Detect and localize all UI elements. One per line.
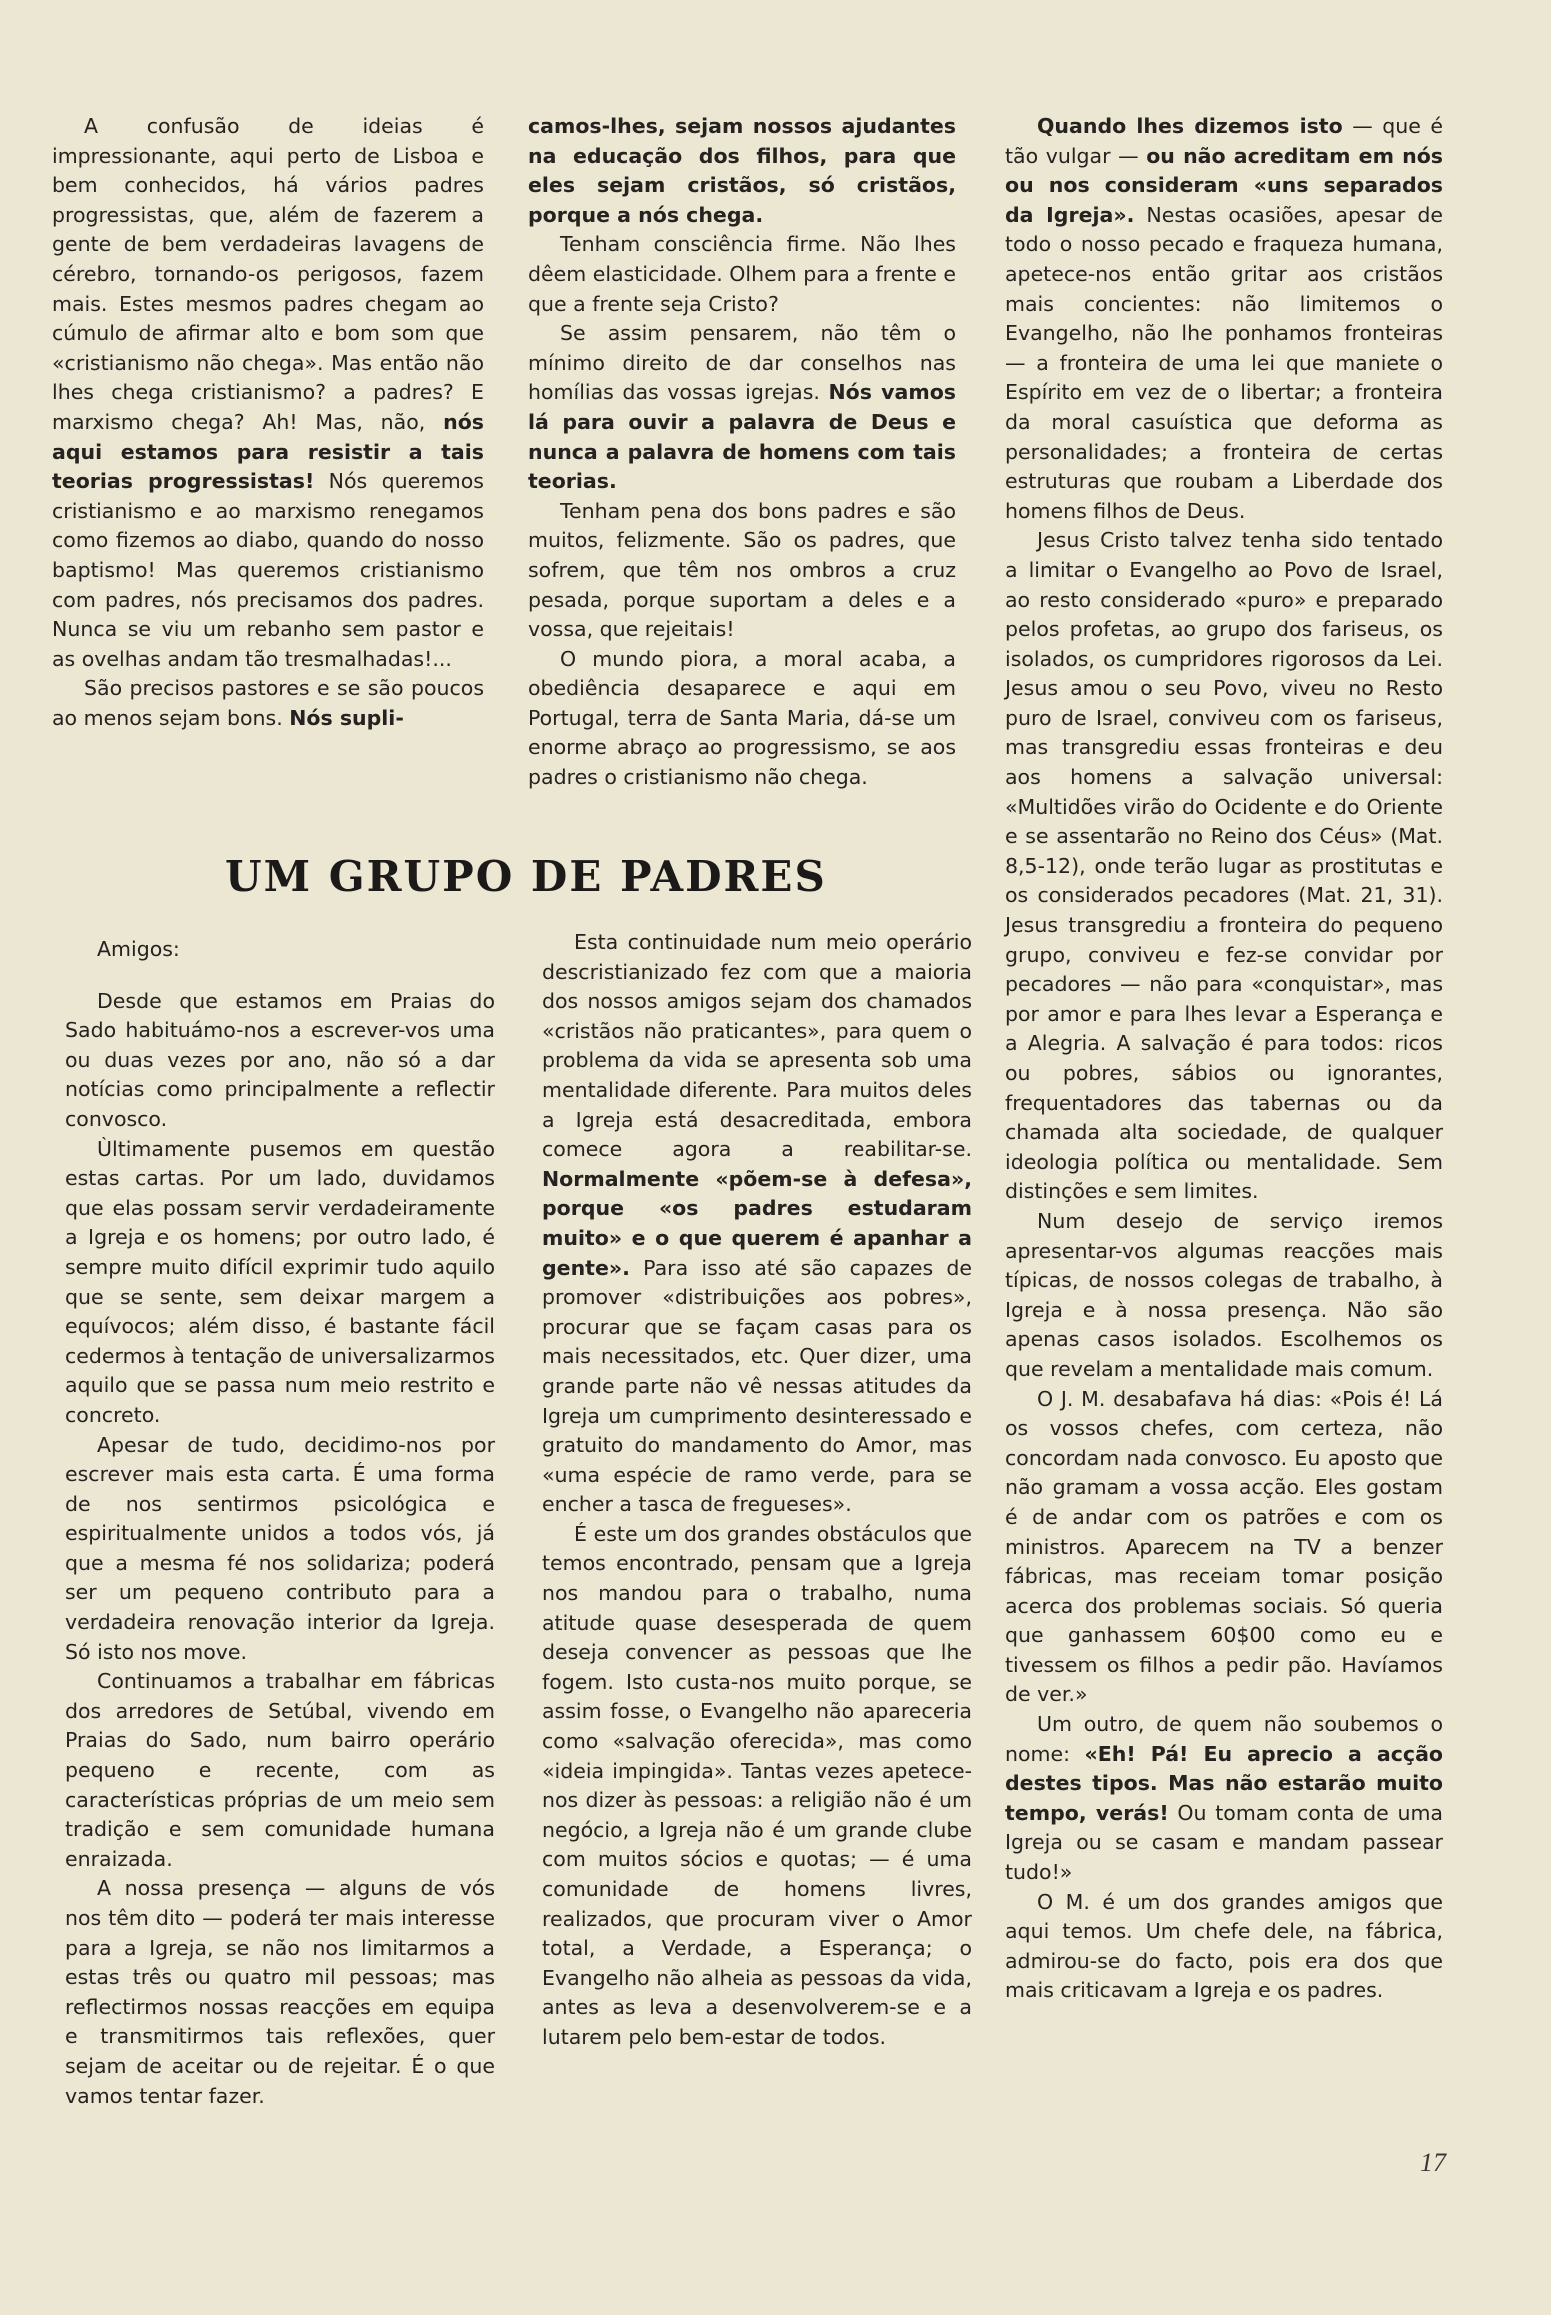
bold-text: «Eh! Pá! Eu aprecio a acção destes tipos. Mas não estarão muito tempo, verás! xyxy=(1005,1741,1443,1825)
bold-text: Nós vamos lá para ouvir a palavra de Deus e nunca a palavra de homens com tais teorias. xyxy=(528,380,956,494)
paragraph xyxy=(65,1135,495,1431)
article-headline: UM GRUPO DE PADRES xyxy=(225,852,827,901)
paragraph xyxy=(65,1667,495,1874)
text-run: Desde que estamos em Praias do Sado habituámo-nos a escrever-vos uma ou duas vezes por ano, não só a dar notícias como principalmente a reflectir convosco. xyxy=(65,988,495,1131)
paragraph xyxy=(528,230,956,319)
page-number: 17 xyxy=(1420,2148,1446,2177)
paragraph xyxy=(528,497,956,645)
text-run: O mundo piora, a moral acaba, a obediência desaparece e aqui em Portugal, terra de Santa Maria, dá-se um enorme abraço ao progressismo, se aos padres o cristianismo não chega. xyxy=(528,646,956,790)
bold-text: Quando lhes dizemos isto xyxy=(1037,114,1343,138)
paragraph xyxy=(65,987,495,1135)
column-top-left xyxy=(52,112,484,733)
text-run: Nestas ocasiões, apesar de todo o nosso pecado e fraqueza humana, apetece-nos então gritar aos cristãos mais concientes: não limitemos o Evangelho, não lhe ponhamos fronteiras — a fronteira de uma lei que maniete o Espírito em vez de o libertar; a fronteira da moral casuística que deforma as personalidades; a fronteira de certas estruturas que roubam a Liberdade dos homens filhos de Deus. xyxy=(1005,202,1443,523)
text-run: — que é tão vulgar — xyxy=(1005,114,1444,168)
text-run: Se assim pensarem, não têm o mínimo direito de dar conselhos nas homílias das vossas igrejas. xyxy=(528,321,956,405)
paragraph xyxy=(1005,526,1443,1207)
text-run: Tenham pena dos bons padres e são muitos, felizmente. São os padres, que sofrem, que têm nos ombros a cruz pesada, porque suportam a deles e a vossa, que rejeitais! xyxy=(528,498,956,642)
text-run: Continuamos a trabalhar em fábricas dos arredores de Setúbal, vivendo em Praias do Sado, num bairro operário pequeno e recente, com as características próprias de um meio sem tradição e sem comunidade humana enraizada. xyxy=(65,1669,495,1871)
bold-text: Nós supli- xyxy=(289,705,404,730)
paragraph xyxy=(52,674,484,733)
paragraph xyxy=(65,1431,495,1668)
paragraph xyxy=(1005,1710,1443,1888)
text-run: A confusão de ideias é impressionante, aqui perto de Lisboa e bem conhecidos, há vários padres progressistas, que, além de fazerem a gente de bem verdadeiras lavagens de cérebro, tornando-os perigosos, fazem mais. Estes mesmos padres chegam ao cúmulo de afirmar alto e bom som que «cristianismo não chega». Mas então não lhes chega cristianismo? a padres? E marxismo chega? Ah! Mas, não, xyxy=(52,114,484,434)
column-bottom-left xyxy=(65,935,495,2111)
bold-text: nós aqui estamos para resistir a tais teorias progressistas! xyxy=(52,409,484,494)
paragraph xyxy=(542,1520,972,2053)
text-run: Jesus Cristo talvez tenha sido tentado a limitar o Evangelho ao Povo de Israel, ao resto considerado «puro» e preparado pelos profetas, ao grupo dos fariseus, os isolados, os cumpridores rigorosos da Lei. Jesus amou o seu Povo, viveu no Resto puro de Israel, conviveu com os fariseus, mas transgrediu essas fronteiras e deu aos homens a salvação universal: «Multidões virão do Ocidente e do Oriente e se assentarão no Reino dos Céus» (Mat. 8,5-12), onde terão lugar as prostitutas e os considerados pecadores (Mat. 21, 31). Jesus transgrediu a fronteira do pequeno grupo, conviveu e fez-se convidar por pecadores — não para «conquistar», mas por amor e para lhes levar a Esperança e a Alegria. A salvação é para todos: ricos ou pobres, sábios ou ignorantes, frequentadores das tabernas ou da chamada alta sociedade, de qualquer ideologia política ou mentalidade. Sem distinções e sem limites. xyxy=(1005,528,1443,1204)
text-run: Um outro, de quem não soubemos o nome: xyxy=(1005,1712,1443,1766)
text-run: O M. é um dos grandes amigos que aqui temos. Um chefe dele, na fábrica, admirou-se do facto, pois era dos que mais criticavam a Igreja e os padres. xyxy=(1005,1889,1443,2003)
text-run: O J. M. desabafava há dias: «Pois é! Lá os vossos chefes, com certeza, não concordam nada convosco. Eu aposto que não gramam a vossa acção. Eles gostam é de andar com os patrões e com os ministros. Aparecem na TV a benzer fábricas, mas receiam tomar posição acerca dos problemas sociais. Só queria que ganhassem 60$00 como eu e tivessem os filhos a pedir pão. Havíamos de ver.» xyxy=(1005,1386,1443,1707)
text-run: Apesar de tudo, decidimo-nos por escrever mais esta carta. É uma forma de nos sentirmos psicológica e espiritualmente unidos a todos vós, já que a mesma fé nos solidariza; poderá ser um pequeno contributo para a verdadeira renovação interior da Igreja. Só isto nos move. xyxy=(65,1432,495,1664)
text-run: A nossa presença — alguns de vós nos têm dito — poderá ter mais interesse para a Igreja, se não nos limitarmos a estas três ou quatro mil pessoas; mas reflectirmos nossas reacções em equipa e transmitirmos tais reflexões, quer sejam de aceitar ou de rejeitar. É o que vamos tentar fazer. xyxy=(65,1876,495,2108)
text-run: Tenham consciência firme. Não lhes dêem elasticidade. Olhem para a frente e que a frente seja Cristo? xyxy=(528,232,956,316)
paragraph xyxy=(1005,112,1443,526)
greeting: Amigos: xyxy=(97,937,180,961)
column-right xyxy=(1005,112,1443,2006)
paragraph xyxy=(65,1874,495,2111)
text-run: Ou tomam conta de uma Igreja ou se casam e mandam passear tudo!» xyxy=(1005,1800,1443,1885)
text-run: Nós queremos cristianismo e ao marxismo renegamos como fizemos ao diabo, quando do nosso baptismo! Mas queremos cristianismo com padres, nós precisamos dos padres. Nunca se viu um rebanho sem pastor e as ovelhas andam tão tresmalhadas!... xyxy=(52,469,484,671)
paragraph xyxy=(542,928,972,1520)
paragraph xyxy=(1005,1385,1443,1711)
paragraph xyxy=(1005,1207,1443,1385)
bold-text: Normalmente «põem-se à defesa», porque «os padres estudaram muito» e o que querem é apanhar a gente». xyxy=(542,1166,972,1280)
paragraph xyxy=(528,112,956,230)
paragraph xyxy=(1005,1888,1443,2006)
paragraph xyxy=(52,112,484,674)
paragraph xyxy=(528,645,956,793)
bold-text: ou não acreditam em nós ou nos consideram «uns separados da Igreja». xyxy=(1005,143,1444,227)
bold-text: camos-lhes, sejam nossos ajudantes na educação dos filhos, para que eles sejam cristãos, só cristãos, porque a nós chega. xyxy=(528,114,956,227)
text-run: Esta continuidade num meio operário descristianizado fez com que a maioria dos nossos amigos sejam dos chamados «cristãos não praticantes», para quem o problema da vida se apresenta sob uma mentalidade diferente. Para muitos deles a Igreja está desacreditada, embora comece agora a reabilitar-se. xyxy=(542,930,972,1162)
column-bottom-middle xyxy=(542,928,972,2053)
text-run: São precisos pastores e se são poucos ao menos sejam bons. xyxy=(52,676,484,730)
column-top-middle xyxy=(528,112,956,793)
text-run: Num desejo de serviço iremos apresentar-vos algumas reacções mais típicas, de nossos colegas de trabalho, à Igreja e à nossa presença. Não são apenas casos isolados. Escolhemos os que revelam a mentalidade mais comum. xyxy=(1005,1208,1443,1381)
text-run: É este um dos grandes obstáculos que temos encontrado, pensam que a Igreja nos mandou para o trabalho, numa atitude quase desesperada de quem deseja convencer as pessoas que lhe fogem. Isto custa-nos muito porque, se assim fosse, o Evangelho não apareceria como «salvação oferecida», mas como «ideia impingida». Tantas vezes apetece-nos dizer às pessoas: a religião não é um negócio, a Igreja não é um grande clube com muitos sócios e quotas; — é uma comunidade de homens livres, realizados, que procuram viver o Amor total, a Verdade, a Esperança; o Evangelho não alheia as pessoas da vida, antes as leva a desenvolverem-se e a lutarem pelo bem-estar de todos. xyxy=(542,1521,972,2049)
paragraph xyxy=(528,319,956,497)
text-run: Para isso até são capazes de promover «distribuições aos pobres», procurar que se façam casas para os mais necessitados, etc. Quer dizer, uma grande parte não vê nessas atitudes da Igreja um cumprimento desinteressado e gratuito do mandamento do Amor, mas «uma espécie de ramo verde, para se encher a tasca de fregueses». xyxy=(542,1255,972,1517)
text-run: Ùltimamente pusemos em questão estas cartas. Por um lado, duvidamos que elas possam servir verdadeiramente a Igreja e os homens; por outro lado, é sempre muito difícil exprimir tudo aquilo que se sente, sem deixar margem a equívocos; além disso, é bastante fácil cedermos à tentação de universalizarmos aquilo que se passa num meio restrito e concreto. xyxy=(65,1136,495,1427)
